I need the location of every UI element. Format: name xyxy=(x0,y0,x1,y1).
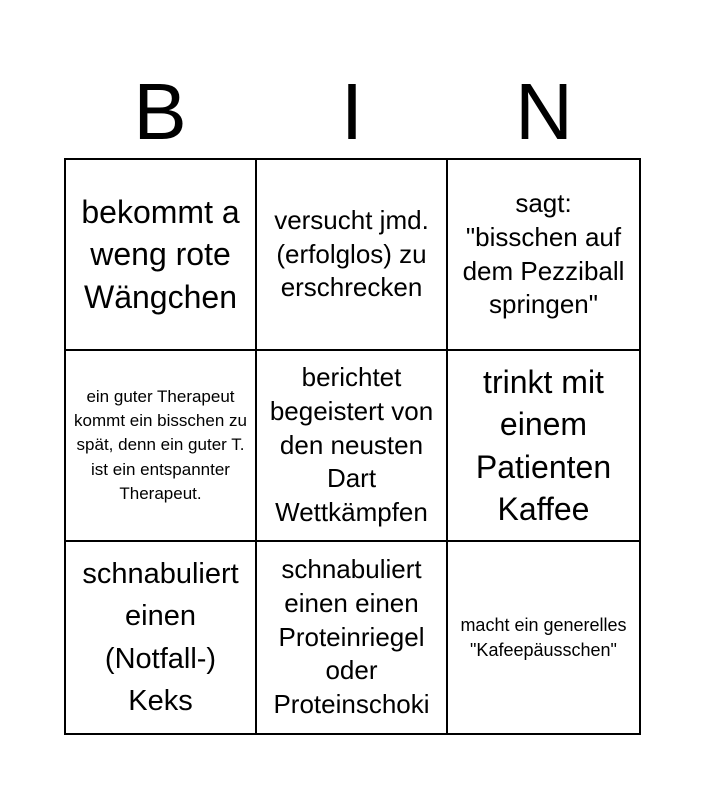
bingo-cell[interactable]: trinkt mit einem Patienten Kaffee xyxy=(448,351,639,542)
bingo-board xyxy=(64,158,641,735)
header-letter-n: N xyxy=(515,67,573,156)
bingo-cell[interactable]: berichtet begeistert von den neusten Dart Wettkämpfen xyxy=(257,351,448,542)
header-letter-b: B xyxy=(133,67,187,156)
bingo-cell[interactable]: schnabuliert einen (Notfall-) Keks xyxy=(66,542,257,733)
bingo-cell[interactable]: sagt: "bisschen auf dem Pezziball springen" xyxy=(448,160,639,351)
bingo-cell[interactable]: ein guter Therapeut kommt ein bisschen zu spät, denn ein guter T. ist ein entspannter Therapeut. xyxy=(66,351,257,542)
bingo-cell[interactable]: macht ein generelles "Kafeepäusschen" xyxy=(460,615,627,660)
bingo-cell[interactable]: versucht jmd. (erfolglos) zu erschrecken xyxy=(257,160,448,351)
bingo-cell[interactable]: bekommt a weng rote Wängchen xyxy=(66,160,257,351)
bingo-cell[interactable]: schnabuliert einen einen Proteinriegel oder Proteinschoki xyxy=(257,542,448,733)
bingo-header xyxy=(64,66,641,158)
header-letter-i: I xyxy=(340,67,364,156)
